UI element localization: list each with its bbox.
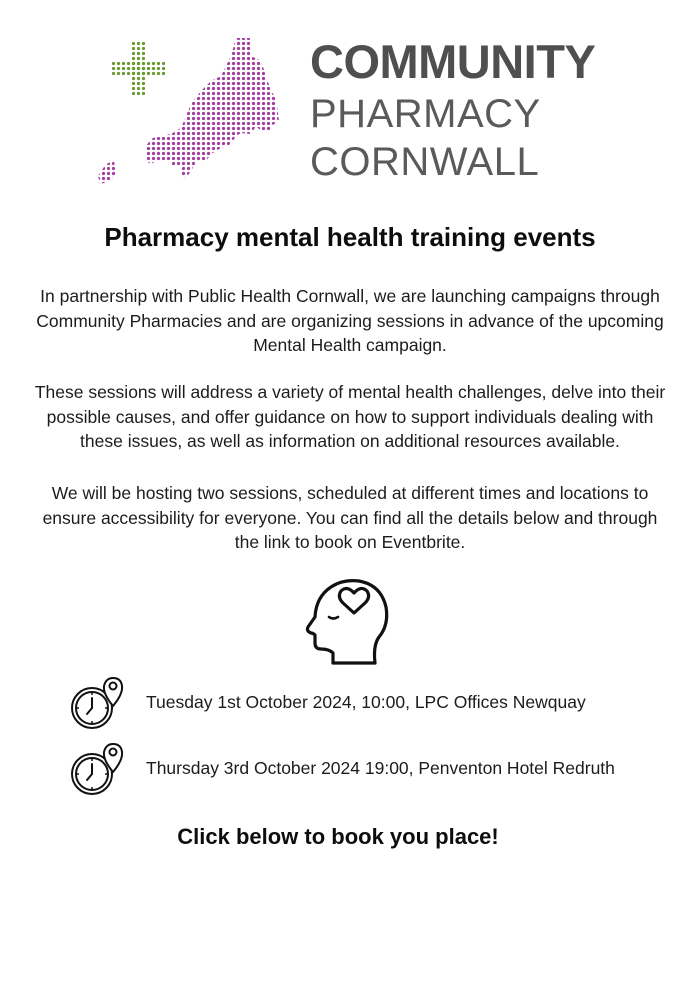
logo-line-pharmacy: PHARMACY <box>310 92 541 136</box>
paragraph-line: We will be hosting two sessions, scheduled at different times and locations to <box>51 483 649 503</box>
clock-location-icon <box>70 742 126 796</box>
paragraph-line: ensure accessibility for everyone. You can find all the details below and through <box>42 507 658 528</box>
clock-location-icon <box>70 676 126 730</box>
page-title: Pharmacy mental health training events <box>104 222 596 252</box>
event-details: Thursday 3rd October 2024 19:00, Penventon Hotel Redruth <box>146 758 615 778</box>
event-item <box>70 676 670 730</box>
logo-line-community: COMMUNITY <box>310 35 596 88</box>
paragraph-line: the link to book on Eventbrite. <box>234 532 466 552</box>
booking-call-to-action: Click below to book you place! <box>177 824 499 849</box>
paragraph-line: possible causes, and offer guidance on how to support individuals dealing with <box>46 406 654 427</box>
sessions-description-paragraph <box>0 380 700 454</box>
logo-mark-icon <box>96 36 286 188</box>
paragraph-line: These sessions will address a variety of mental health challenges, delve into their <box>34 382 666 402</box>
paragraph-line: Mental Health campaign. <box>253 335 447 355</box>
community-pharmacy-cornwall-logo <box>96 36 616 188</box>
pharmacy-cross-dotted-icon <box>111 41 166 96</box>
paragraph-line: these issues, as well as information on additional resources available. <box>80 431 620 451</box>
paragraph-line: Community Pharmacies and are organizing sessions in advance of the upcoming <box>36 310 664 331</box>
logo-line-cornwall: CORNWALL <box>310 140 540 184</box>
cornwall-map-dotted-icon <box>98 38 279 184</box>
intro-paragraph <box>0 284 700 358</box>
head-with-heart-icon <box>303 575 395 667</box>
event-details: Tuesday 1st October 2024, 10:00, LPC Offices Newquay <box>146 692 586 712</box>
booking-info-paragraph <box>0 481 700 555</box>
event-item <box>70 742 670 796</box>
paragraph-line: In partnership with Public Health Cornwall, we are launching campaigns through <box>40 286 660 306</box>
